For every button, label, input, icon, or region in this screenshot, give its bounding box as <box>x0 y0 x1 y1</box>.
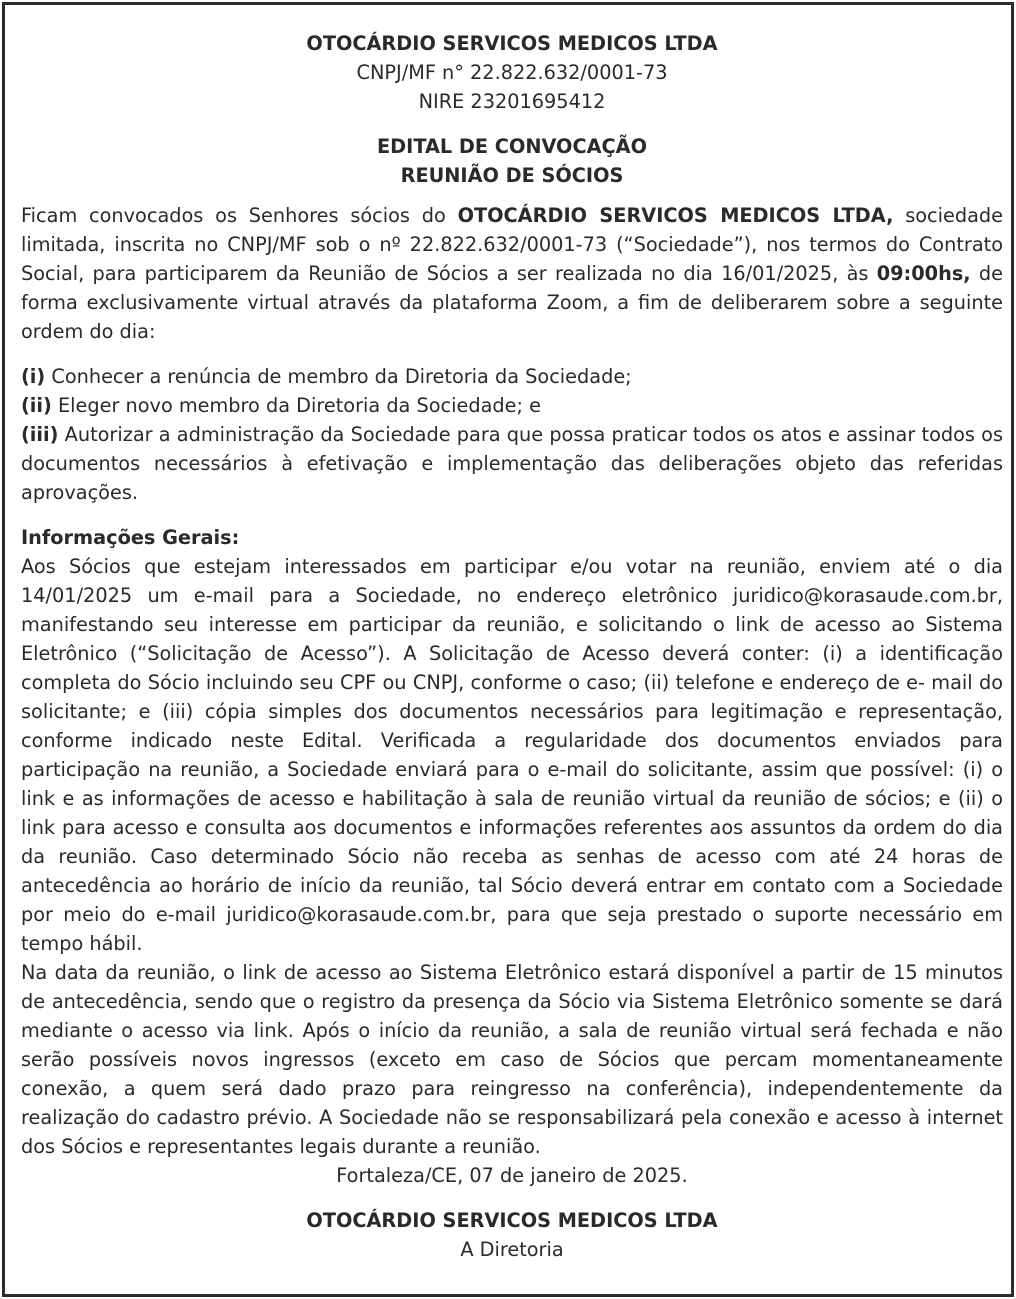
agenda-item-2 <box>21 391 1003 420</box>
agenda-item-text: Eleger novo membro da Diretoria da Sociedade; e <box>51 394 542 417</box>
signature-company-name: OTOCÁRDIO SERVICOS MEDICOS LTDA <box>306 1209 718 1232</box>
intro-meeting-time: 09:00hs, <box>876 262 971 285</box>
notice-frame <box>2 2 1014 1297</box>
agenda-item-1 <box>21 362 1003 391</box>
notice-title: EDITAL DE CONVOCAÇÃO <box>376 135 647 158</box>
intro-company-name: OTOCÁRDIO SERVICOS MEDICOS LTDA, <box>457 204 894 227</box>
notice-subtitle: REUNIÃO DE SÓCIOS <box>400 164 624 187</box>
agenda-list <box>21 362 1003 507</box>
intro-text-1: Ficam convocados os Senhores sócios do <box>21 204 458 227</box>
intro-paragraph <box>21 201 1003 346</box>
place-and-date: Fortaleza/CE, 07 de janeiro de 2025. <box>336 1164 688 1187</box>
general-info-paragraph-2: Na data da reunião, o link de acesso ao Sistema Eletrônico estará disponível a partir de 15 minutos de antecedência, sendo que o registro da presença da Sócio via Sistema Eletrônico somente se dará mediante o acesso via link. Após o início da reunião, a sala de reunião virtual será fechada e não serão possíveis novos ingressos (exceto em caso de Sócios que percam momentaneamente conexão, a quem será dado prazo para reingresso na conferência), independentemente da realização do cadastro prévio. A Sociedade não se responsabilizará pela conexão e acesso à internet dos Sócios e representantes legais durante a reunião. <box>21 961 1003 1158</box>
agenda-item-3 <box>21 420 1003 507</box>
company-nire: NIRE 23201695412 <box>418 90 606 113</box>
agenda-item-text: Autorizar a administração da Sociedade para que possa praticar todos os atos e assinar todos os documentos necessários à efetivação e implementação das deliberações objeto das referidas aprovações. <box>21 423 1003 504</box>
intro-text-2: sociedade limitada, inscrita no CNPJ/MF sob o nº 22.822.632/0001-73 (“Sociedade”), nos termos do Contrato Social, para participarem da Reunião de Sócios a ser realizada no dia 16/01/2025, às <box>21 204 1004 285</box>
general-info-paragraph-1: Aos Sócios que estejam interessados em participar e/ou votar na reunião, enviem até o dia 14/01/2025 um e-mail para a Sociedade, no endereço eletrônico juridico@korasaude.com.br, manifestando seu interesse em participar da reunião, e solicitando o link de acesso ao Sistema Eletrônico (“Solicitação de Acesso”). A Solicitação de Acesso deverá conter: (i) a identificação completa do Sócio incluindo seu CPF ou CNPJ, conforme o caso; (ii) telefone e endereço de e- mail do solicitante; e (iii) cópia simples dos documentos necessários para legitimação e representação, conforme indicado neste Edital. Verificada a regularidade dos documentos enviados para participação na reunião, a Sociedade enviará para o e-mail do solicitante, assim que possível: (i) o link e as informações de acesso e habilitação à sala de reunião virtual da reunião de sócios; e (ii) o link para acesso e consulta aos documentos e informações referentes aos assuntos da ordem do dia da reunião. Caso determinado Sócio não receba as senhas de acesso com até 24 horas de antecedência ao horário de início da reunião, tal Sócio deverá entrar em contato com a Sociedade por meio do e-mail juridico@korasaude.com.br, para que seja prestado o suporte necessário em tempo hábil. <box>21 555 1003 955</box>
company-name-header: OTOCÁRDIO SERVICOS MEDICOS LTDA <box>306 32 718 55</box>
general-info-heading: Informações Gerais: <box>21 526 240 549</box>
agenda-item-marker: (iii) <box>21 423 59 446</box>
agenda-item-marker: (i) <box>21 365 46 388</box>
agenda-item-marker: (ii) <box>21 394 52 417</box>
agenda-item-text: Conhecer a renúncia de membro da Diretoria da Sociedade; <box>45 365 632 388</box>
notice-content <box>21 29 1003 1264</box>
company-cnpj: CNPJ/MF n° 22.822.632/0001-73 <box>356 61 668 84</box>
intro-text-3: de forma exclusivamente virtual através da plataforma Zoom, a fim de deliberarem sobre a seguinte ordem do dia: <box>21 262 1003 343</box>
signature-role: A Diretoria <box>460 1238 564 1261</box>
